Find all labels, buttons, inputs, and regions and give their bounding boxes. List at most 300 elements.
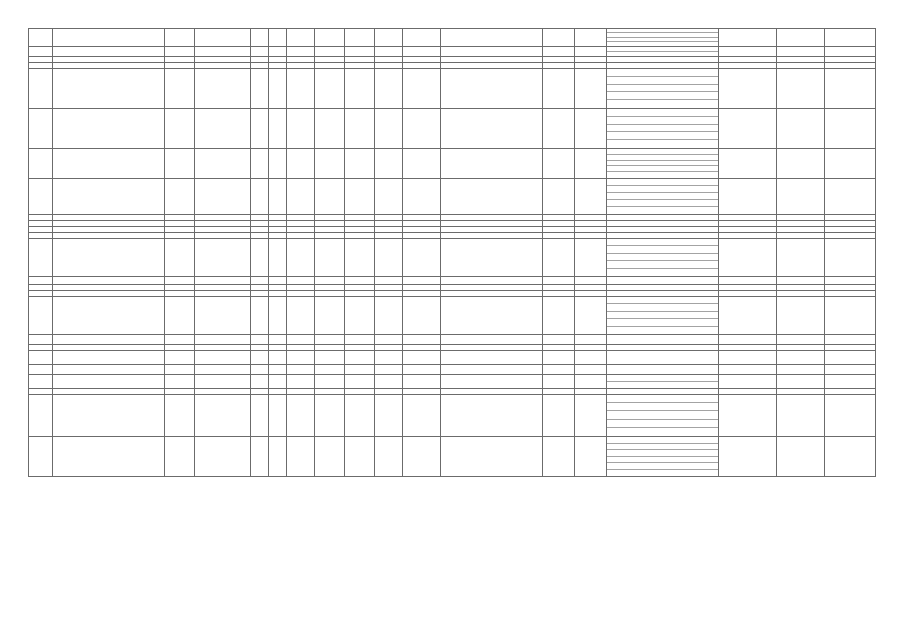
cell-wall (251, 47, 269, 57)
repair-type-item (607, 246, 718, 253)
cell-year (165, 239, 195, 277)
repair-type-item (607, 319, 718, 326)
cell-cost-b (543, 335, 575, 345)
cell-wall (251, 351, 269, 365)
cell-area-total (315, 29, 345, 47)
cell-num (29, 437, 53, 477)
cell-material (195, 29, 251, 47)
cell-residents (403, 351, 441, 365)
cell-cost-c (575, 395, 607, 437)
cell-material (195, 297, 251, 335)
cell-num (29, 365, 53, 375)
cell-cost-c (575, 29, 607, 47)
repair-type-item (607, 470, 718, 477)
cell-floors (269, 297, 287, 335)
cell-area-total (315, 47, 345, 57)
table-row (29, 365, 876, 375)
cell-deadline (825, 69, 876, 109)
cell-address (53, 297, 165, 335)
cell-entrances (287, 351, 315, 365)
cell-material (195, 395, 251, 437)
cell-wall (251, 335, 269, 345)
repair-type-item (607, 389, 718, 394)
cell-residents (403, 29, 441, 47)
cell-floors (269, 365, 287, 375)
cell-area-other (375, 179, 403, 215)
cell-residents (403, 149, 441, 179)
repair-types-cell (607, 395, 719, 437)
cell-area-other (375, 297, 403, 335)
cell-cost-c (575, 179, 607, 215)
cell-residents (403, 365, 441, 375)
repair-type-item (607, 277, 718, 284)
repair-type-item (607, 200, 718, 207)
cell-area-living (345, 395, 375, 437)
repair-type-item (607, 261, 718, 268)
cell-unit-cost (719, 47, 777, 57)
cell-area-other (375, 437, 403, 477)
cell-cost-c (575, 149, 607, 179)
cell-cost-total (441, 365, 543, 375)
cell-year (165, 109, 195, 149)
cell-address (53, 109, 165, 149)
repair-type-item (607, 186, 718, 193)
repair-type-item (607, 117, 718, 125)
cell-area-other (375, 375, 403, 389)
cell-wall (251, 69, 269, 109)
cell-cost-total (441, 277, 543, 285)
cell-material (195, 69, 251, 109)
cell-deadline (825, 297, 876, 335)
cell-address (53, 277, 165, 285)
cell-entrances (287, 437, 315, 477)
cell-year (165, 149, 195, 179)
cell-num (29, 109, 53, 149)
cell-area-living (345, 375, 375, 389)
cell-material (195, 239, 251, 277)
cell-area-total (315, 179, 345, 215)
cell-max-cost (777, 365, 825, 375)
cell-unit-cost (719, 69, 777, 109)
repair-type-item (607, 85, 718, 93)
cell-cost-total (441, 375, 543, 389)
repair-types-cell (607, 351, 719, 365)
cell-area-total (315, 297, 345, 335)
cell-area-living (345, 437, 375, 477)
cell-material (195, 149, 251, 179)
cell-entrances (287, 69, 315, 109)
cell-floors (269, 149, 287, 179)
repair-type-item (607, 233, 718, 238)
cell-material (195, 179, 251, 215)
cell-cost-b (543, 297, 575, 335)
cell-area-other (375, 351, 403, 365)
cell-max-cost (777, 297, 825, 335)
cell-floors (269, 351, 287, 365)
cell-residents (403, 239, 441, 277)
cell-area-living (345, 109, 375, 149)
cell-cost-total (441, 395, 543, 437)
cell-cost-total (441, 69, 543, 109)
table-row (29, 437, 876, 477)
cell-wall (251, 297, 269, 335)
cell-entrances (287, 47, 315, 57)
cell-area-other (375, 29, 403, 47)
table-row (29, 239, 876, 277)
cell-wall (251, 395, 269, 437)
cell-year (165, 437, 195, 477)
cell-area-living (345, 335, 375, 345)
repair-type-item (607, 420, 718, 428)
repair-type-item (607, 227, 718, 232)
cell-floors (269, 109, 287, 149)
cell-unit-cost (719, 109, 777, 149)
cell-area-total (315, 351, 345, 365)
repair-type-item (607, 215, 718, 220)
document-page (28, 28, 875, 603)
cell-cost-c (575, 69, 607, 109)
cell-material (195, 47, 251, 57)
capital-repair-table (28, 28, 876, 477)
repair-type-item (607, 63, 718, 68)
cell-residents (403, 437, 441, 477)
cell-wall (251, 277, 269, 285)
cell-unit-cost (719, 335, 777, 345)
cell-cost-total (441, 437, 543, 477)
cell-material (195, 109, 251, 149)
cell-cost-total (441, 335, 543, 345)
cell-area-other (375, 395, 403, 437)
cell-cost-c (575, 437, 607, 477)
cell-area-other (375, 47, 403, 57)
repair-type-item (607, 77, 718, 85)
cell-residents (403, 277, 441, 285)
cell-wall (251, 149, 269, 179)
table-row (29, 375, 876, 389)
cell-area-other (375, 365, 403, 375)
cell-unit-cost (719, 29, 777, 47)
cell-material (195, 437, 251, 477)
cell-cost-total (441, 297, 543, 335)
repair-type-item (607, 365, 718, 374)
cell-floors (269, 335, 287, 345)
cell-cost-b (543, 375, 575, 389)
cell-area-living (345, 297, 375, 335)
cell-max-cost (777, 149, 825, 179)
cell-deadline (825, 29, 876, 47)
repair-types-cell (607, 149, 719, 179)
cell-cost-b (543, 351, 575, 365)
cell-area-other (375, 69, 403, 109)
cell-num (29, 239, 53, 277)
cell-num (29, 297, 53, 335)
cell-deadline (825, 365, 876, 375)
cell-area-total (315, 365, 345, 375)
cell-wall (251, 375, 269, 389)
repair-types-cell (607, 335, 719, 345)
cell-entrances (287, 149, 315, 179)
cell-unit-cost (719, 375, 777, 389)
cell-area-total (315, 395, 345, 437)
cell-area-living (345, 47, 375, 57)
cell-year (165, 395, 195, 437)
cell-num (29, 351, 53, 365)
cell-entrances (287, 277, 315, 285)
cell-residents (403, 395, 441, 437)
cell-cost-total (441, 29, 543, 47)
cell-material (195, 375, 251, 389)
cell-year (165, 365, 195, 375)
cell-max-cost (777, 179, 825, 215)
cell-num (29, 29, 53, 47)
cell-area-living (345, 69, 375, 109)
repair-type-item (607, 312, 718, 319)
cell-unit-cost (719, 297, 777, 335)
table-row (29, 395, 876, 437)
cell-deadline (825, 239, 876, 277)
cell-cost-c (575, 365, 607, 375)
cell-num (29, 335, 53, 345)
cell-cost-b (543, 149, 575, 179)
table-row (29, 109, 876, 149)
cell-floors (269, 395, 287, 437)
repair-type-item (607, 179, 718, 186)
cell-area-other (375, 239, 403, 277)
repair-type-item (607, 269, 718, 276)
cell-cost-c (575, 351, 607, 365)
cell-cost-b (543, 47, 575, 57)
cell-max-cost (777, 69, 825, 109)
cell-cost-c (575, 47, 607, 57)
cell-deadline (825, 149, 876, 179)
cell-entrances (287, 109, 315, 149)
repair-type-item (607, 428, 718, 436)
cell-wall (251, 437, 269, 477)
cell-num (29, 69, 53, 109)
repair-type-item (607, 254, 718, 261)
repair-types-cell (607, 437, 719, 477)
cell-max-cost (777, 239, 825, 277)
cell-unit-cost (719, 179, 777, 215)
cell-address (53, 375, 165, 389)
cell-cost-total (441, 109, 543, 149)
cell-year (165, 335, 195, 345)
cell-max-cost (777, 395, 825, 437)
repair-type-item (607, 221, 718, 226)
cell-unit-cost (719, 437, 777, 477)
repair-types-cell (607, 297, 719, 335)
table-row (29, 335, 876, 345)
table-row (29, 29, 876, 47)
cell-unit-cost (719, 365, 777, 375)
table-row (29, 351, 876, 365)
cell-floors (269, 69, 287, 109)
cell-year (165, 277, 195, 285)
cell-unit-cost (719, 277, 777, 285)
cell-max-cost (777, 437, 825, 477)
cell-address (53, 365, 165, 375)
cell-wall (251, 365, 269, 375)
repair-type-item (607, 382, 718, 389)
repair-type-item (607, 304, 718, 311)
cell-entrances (287, 179, 315, 215)
repair-type-item (607, 125, 718, 133)
cell-entrances (287, 29, 315, 47)
repair-type-item (607, 172, 718, 178)
cell-unit-cost (719, 149, 777, 179)
cell-material (195, 277, 251, 285)
cell-cost-b (543, 29, 575, 47)
cell-deadline (825, 395, 876, 437)
cell-deadline (825, 437, 876, 477)
cell-num (29, 375, 53, 389)
cell-wall (251, 109, 269, 149)
cell-residents (403, 297, 441, 335)
cell-cost-c (575, 239, 607, 277)
cell-cost-c (575, 375, 607, 389)
cell-cost-b (543, 437, 575, 477)
repair-type-item (607, 411, 718, 419)
cell-num (29, 277, 53, 285)
repair-type-item (607, 132, 718, 140)
repair-type-item (607, 109, 718, 117)
repair-types-cell (607, 375, 719, 389)
cell-floors (269, 277, 287, 285)
cell-entrances (287, 365, 315, 375)
cell-unit-cost (719, 395, 777, 437)
cell-address (53, 149, 165, 179)
cell-num (29, 179, 53, 215)
cell-max-cost (777, 335, 825, 345)
cell-cost-total (441, 179, 543, 215)
table-row (29, 47, 876, 57)
cell-cost-total (441, 239, 543, 277)
cell-cost-c (575, 109, 607, 149)
repair-type-item (607, 351, 718, 364)
cell-residents (403, 109, 441, 149)
cell-material (195, 351, 251, 365)
cell-unit-cost (719, 239, 777, 277)
cell-entrances (287, 395, 315, 437)
cell-wall (251, 29, 269, 47)
cell-area-total (315, 109, 345, 149)
cell-max-cost (777, 47, 825, 57)
cell-area-living (345, 179, 375, 215)
cell-residents (403, 69, 441, 109)
repair-type-item (607, 140, 718, 148)
cell-max-cost (777, 375, 825, 389)
repair-types-cell (607, 109, 719, 149)
repair-type-item (607, 327, 718, 334)
cell-deadline (825, 47, 876, 57)
cell-deadline (825, 109, 876, 149)
repair-type-item (607, 193, 718, 200)
cell-area-total (315, 149, 345, 179)
cell-area-other (375, 149, 403, 179)
cell-cost-c (575, 277, 607, 285)
cell-year (165, 351, 195, 365)
cell-area-total (315, 335, 345, 345)
cell-address (53, 239, 165, 277)
cell-year (165, 179, 195, 215)
cell-area-living (345, 351, 375, 365)
cell-deadline (825, 277, 876, 285)
cell-entrances (287, 239, 315, 277)
cell-area-living (345, 29, 375, 47)
cell-area-living (345, 277, 375, 285)
cell-floors (269, 437, 287, 477)
cell-address (53, 69, 165, 109)
cell-address (53, 395, 165, 437)
cell-deadline (825, 179, 876, 215)
cell-area-total (315, 239, 345, 277)
cell-deadline (825, 335, 876, 345)
cell-cost-b (543, 365, 575, 375)
cell-residents (403, 179, 441, 215)
cell-material (195, 335, 251, 345)
repair-type-item (607, 57, 718, 62)
table-row (29, 149, 876, 179)
cell-address (53, 47, 165, 57)
repair-types-cell (607, 239, 719, 277)
cell-floors (269, 375, 287, 389)
cell-cost-total (441, 351, 543, 365)
cell-area-other (375, 109, 403, 149)
cell-residents (403, 375, 441, 389)
cell-wall (251, 239, 269, 277)
repair-type-item (607, 285, 718, 290)
cell-deadline (825, 375, 876, 389)
cell-max-cost (777, 109, 825, 149)
cell-area-living (345, 149, 375, 179)
cell-num (29, 149, 53, 179)
cell-max-cost (777, 351, 825, 365)
cell-cost-total (441, 149, 543, 179)
cell-entrances (287, 297, 315, 335)
cell-cost-b (543, 179, 575, 215)
repair-type-item (607, 100, 718, 108)
repair-type-item (607, 69, 718, 77)
cell-area-total (315, 277, 345, 285)
cell-floors (269, 239, 287, 277)
cell-area-living (345, 239, 375, 277)
repair-types-cell (607, 179, 719, 215)
cell-entrances (287, 335, 315, 345)
cell-num (29, 395, 53, 437)
table-row (29, 277, 876, 285)
cell-year (165, 47, 195, 57)
cell-wall (251, 179, 269, 215)
table-row (29, 179, 876, 215)
cell-address (53, 29, 165, 47)
table-row (29, 297, 876, 335)
repair-types-cell (607, 47, 719, 57)
cell-max-cost (777, 277, 825, 285)
cell-year (165, 375, 195, 389)
cell-address (53, 179, 165, 215)
cell-cost-b (543, 69, 575, 109)
cell-unit-cost (719, 351, 777, 365)
repair-type-item (607, 92, 718, 100)
repair-type-item (607, 345, 718, 350)
repair-types-cell (607, 365, 719, 375)
cell-material (195, 365, 251, 375)
cell-cost-c (575, 297, 607, 335)
cell-cost-total (441, 47, 543, 57)
cell-address (53, 437, 165, 477)
cell-deadline (825, 351, 876, 365)
cell-cost-b (543, 109, 575, 149)
